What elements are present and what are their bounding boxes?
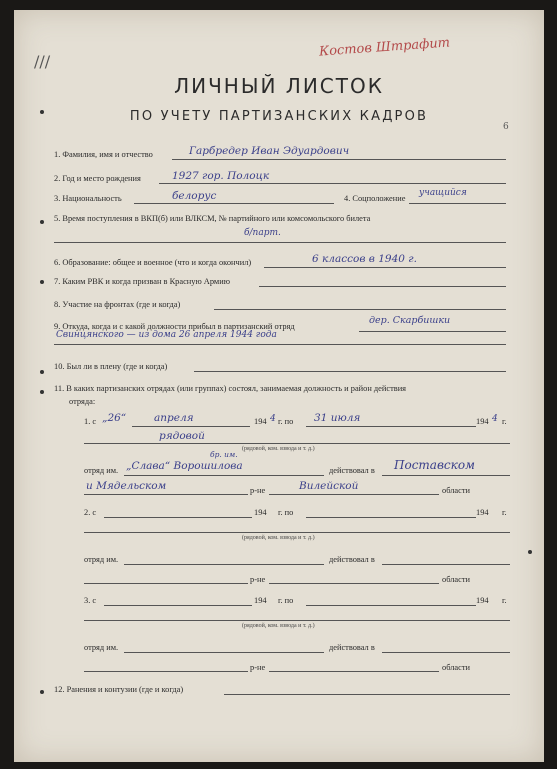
entry-2-acted-label: действовал в [329, 555, 375, 564]
entry-2-district-line [84, 583, 248, 584]
field-10-line [194, 371, 506, 372]
field-5-value: б/парт. [244, 228, 281, 238]
field-12-line [224, 694, 510, 695]
entry-1-year1: 194 [254, 417, 267, 426]
field-1-value: Гарбредер Иван Эдуардович [189, 145, 350, 157]
margin-dot [40, 690, 44, 694]
field-7-line [259, 286, 506, 287]
entry-2-unit-line [124, 564, 324, 565]
entry-3-region-line [269, 671, 439, 672]
entry-3-num: 3. с [84, 596, 97, 605]
entry-3-g-po: г. по [278, 596, 294, 605]
field-1-line [172, 159, 506, 160]
page-mark: 6 [503, 122, 509, 132]
field-7-label: 7. Каким РВК и когда призван в Красную Армию [54, 277, 230, 286]
field-3-value: белорус [172, 190, 217, 202]
entry-1-g-po: г. по [278, 417, 294, 426]
entry-2-g: г. [502, 508, 507, 517]
entry-1-acted: Поставском [394, 458, 475, 472]
corner-mark: /// [34, 52, 51, 71]
entry-2-unit-label: отряд им. [84, 555, 119, 564]
entry-3-g: г. [502, 596, 507, 605]
entry-1-from-line [132, 426, 250, 427]
entry-3-unit-line [124, 652, 324, 653]
entry-2-district-label: р-не [250, 575, 266, 584]
field-6-line [264, 267, 506, 268]
field-6-value: 6 классов в 1940 г. [312, 253, 417, 265]
entry-1-acted-label: действовал в [329, 466, 375, 475]
entry-3-acted-line [382, 652, 510, 653]
entry-3-from-line [104, 605, 252, 606]
entry-1-year1-digit: 4 [270, 414, 276, 424]
field-9-value-a: дер. Скарбишки [369, 315, 451, 326]
field-11-label-a: 11. В каких партизанских отрядах (или группах) состоял, занимаемая должность и район действия [54, 384, 407, 393]
field-4-value: учащийся [419, 188, 467, 198]
entry-3-district-label: р-не [250, 663, 266, 672]
entry-3-year2: 194 [476, 596, 489, 605]
entry-1-rank: рядовой [159, 430, 205, 442]
field-4-label: 4. Соцположение [344, 194, 406, 203]
entry-2-num: 2. с [84, 508, 97, 517]
entry-1-rank-hint: (рядовой, ком. взвода и т. д.) [242, 446, 315, 452]
entry-1-region: Вилейской [299, 480, 359, 492]
field-11-label-b: отряда: [69, 397, 96, 406]
field-2-line [159, 183, 506, 184]
field-9-value-b: Свинцянского — из дома 26 апреля 1944 года [56, 330, 277, 340]
entry-1-to-line [306, 426, 476, 427]
margin-dot [40, 280, 44, 284]
entry-1-year2: 194 [476, 417, 489, 426]
margin-dot [40, 110, 44, 114]
field-10-label: 10. Был ли в плену (где и когда) [54, 362, 168, 371]
entry-1-day: „26“ [102, 412, 127, 424]
margin-dot [528, 550, 532, 554]
entry-1-g: г. [502, 417, 507, 426]
field-8-line [214, 309, 506, 310]
entry-2-year2: 194 [476, 508, 489, 517]
entry-1-year2-digit: 4 [492, 414, 498, 424]
field-8-label: 8. Участие на фронтах (где и когда) [54, 300, 181, 309]
entry-3-district-line [84, 671, 248, 672]
entry-1-district-label: р-не [250, 486, 266, 495]
entry-2-rank-hint: (рядовой, ком. взвода и т. д.) [242, 535, 315, 541]
field-6-label: 6. Образование: общее и военное (что и когда окончил) [54, 258, 252, 267]
entry-1-unit-label: отряд им. [84, 466, 119, 475]
entry-1-from: апреля [154, 412, 194, 424]
entry-2-year1: 194 [254, 508, 267, 517]
margin-dot [40, 370, 44, 374]
entry-1-district-line [84, 494, 248, 495]
entry-3-to-line [306, 605, 476, 606]
field-2-label: 2. Год и место рождения [54, 174, 141, 183]
entry-1-rank-line [84, 443, 510, 444]
entry-1-unit-line [124, 475, 324, 476]
field-12-label: 12. Ранения и контузии (где и когда) [54, 685, 184, 694]
entry-2-region-line [269, 583, 439, 584]
entry-1-region-label: области [442, 486, 470, 495]
entry-2-to-line [306, 517, 476, 518]
field-5-label: 5. Время поступления в ВКП(б) или ВЛКСМ, № партийного или комсомольского билета [54, 214, 371, 223]
field-5-line [54, 242, 506, 243]
field-3-line [134, 203, 334, 204]
entry-1-num: 1. с [84, 417, 97, 426]
entry-2-acted-line [382, 564, 510, 565]
entry-2-rank-line [84, 532, 510, 533]
entry-3-region-label: области [442, 663, 470, 672]
field-1-label: 1. Фамилия, имя и отчество [54, 150, 153, 159]
entry-3-rank-line [84, 620, 510, 621]
entry-2-g-po: г. по [278, 508, 294, 517]
margin-dot [40, 220, 44, 224]
field-2-value: 1927 гор. Полоцк [172, 170, 270, 182]
entry-3-year1: 194 [254, 596, 267, 605]
field-4-line [409, 203, 506, 204]
entry-3-unit-label: отряд им. [84, 643, 119, 652]
document-sheet [14, 10, 544, 762]
entry-1-to: 31 июля [314, 412, 361, 424]
entry-3-acted-label: действовал в [329, 643, 375, 652]
entry-1-unit: „Слава“ Ворошилова [126, 460, 243, 472]
entry-2-region-label: области [442, 575, 470, 584]
field-9-line-b [54, 344, 506, 345]
page-subtitle: ПО УЧЕТУ ПАРТИЗАНСКИХ КАДРОВ [129, 109, 429, 124]
field-9-line-a [359, 331, 506, 332]
corner-stamp: Костов Штрафит [318, 35, 451, 60]
entry-3-rank-hint: (рядовой, ком. взвода и т. д.) [242, 623, 315, 629]
entry-1-acted-line [382, 475, 510, 476]
field-3-label: 3. Национальность [54, 194, 122, 203]
margin-dot [40, 390, 44, 394]
entry-1-region-line [269, 494, 439, 495]
page-title: ЛИЧНЫЙ ЛИСТОК [174, 74, 384, 98]
entry-1-name-note: бр. им. [210, 450, 238, 459]
entry-1-district: и Мядельском [86, 480, 167, 492]
entry-2-from-line [104, 517, 252, 518]
field-9-label: 9. Откуда, когда и с какой должности прибыл в партизанский отряд [54, 322, 295, 331]
